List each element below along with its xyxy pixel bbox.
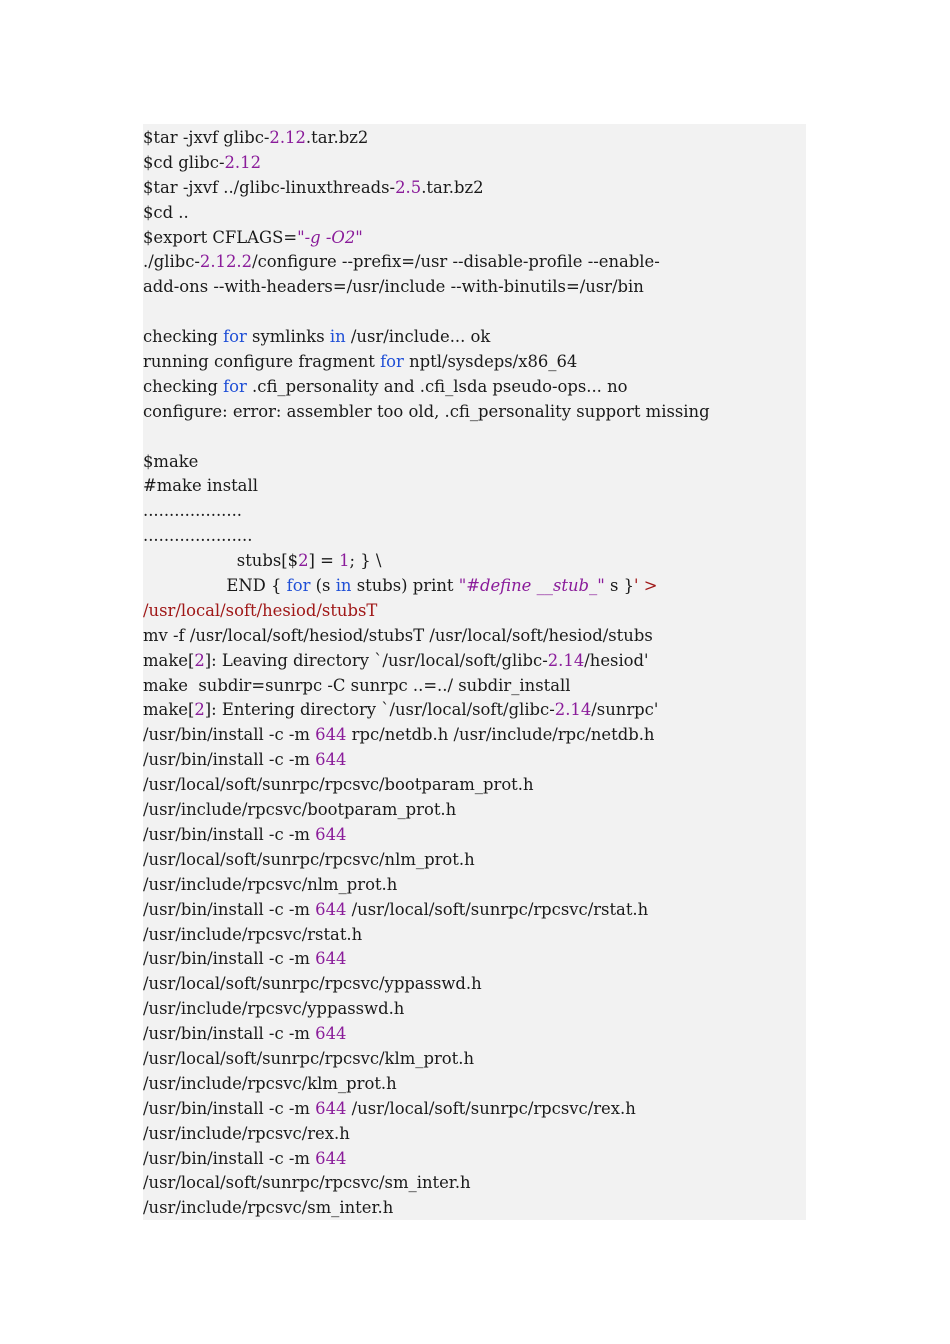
code-token: for <box>380 352 404 372</box>
code-token: /usr/include/rpcsvc/sm_inter.h <box>143 1198 394 1218</box>
code-token: /usr/local/soft/hesiod/stubsT <box>143 600 378 620</box>
code-token: for <box>223 327 247 347</box>
code-line <box>143 400 806 425</box>
code-line <box>143 499 806 524</box>
code-token: 2.12 <box>224 152 261 172</box>
code-line <box>143 474 806 499</box>
code-token: 1 <box>339 551 350 571</box>
code-block <box>143 124 806 1220</box>
code-token: 2 <box>298 551 309 571</box>
code-token: nptl/sysdeps/x86_64 <box>403 352 578 372</box>
code-line <box>143 176 806 201</box>
code-token: in <box>335 576 352 596</box>
code-token: configure: error: assembler too old, .cfi_personality support missing <box>143 401 710 421</box>
code-token: /usr/include/rpcsvc/rex.h <box>143 1123 350 1143</box>
code-line <box>143 723 806 748</box>
code-token: ................... <box>143 501 242 521</box>
code-line <box>143 151 806 176</box>
code-token: /usr/bin/install -c -m <box>143 1148 316 1168</box>
code-token: /usr/bin/install -c -m <box>143 824 316 844</box>
code-line <box>143 698 806 723</box>
code-token: s } <box>604 576 635 596</box>
code-line <box>143 798 806 823</box>
code-token: $export CFLAGS= <box>143 227 298 247</box>
code-line <box>143 923 806 948</box>
code-line <box>143 1122 806 1147</box>
code-line <box>143 947 806 972</box>
code-token: checking <box>143 376 224 396</box>
code-line <box>143 300 806 325</box>
code-token: (s <box>310 576 336 596</box>
code-token: /hesiod' <box>584 650 649 670</box>
code-token: 644 <box>315 725 347 745</box>
code-token: /usr/bin/install -c -m <box>143 1098 316 1118</box>
code-token: 644 <box>315 1148 347 1168</box>
code-token: 644 <box>315 949 347 969</box>
code-token: make[ <box>143 700 195 720</box>
code-line <box>143 624 806 649</box>
code-token: 644 <box>315 1098 347 1118</box>
code-token: $cd glibc- <box>143 152 225 172</box>
code-token: ..................... <box>143 526 253 546</box>
code-token: add-ons --with-headers=/usr/include --with-binutils=/usr/bin <box>143 277 644 297</box>
code-token: /usr/include/rpcsvc/yppasswd.h <box>143 999 405 1019</box>
code-token: mv -f /usr/local/soft/hesiod/stubsT /usr/local/soft/hesiod/stubs <box>143 625 653 645</box>
code-token: END { <box>143 576 287 596</box>
code-token: /usr/local/soft/sunrpc/rpcsvc/rex.h <box>346 1098 636 1118</box>
code-token: 2 <box>194 700 205 720</box>
code-line <box>143 748 806 773</box>
code-token: #make install <box>143 476 258 496</box>
code-token: symlinks <box>246 327 330 347</box>
code-token: in <box>329 327 346 347</box>
code-token: for <box>223 376 247 396</box>
code-token: $make <box>143 451 199 471</box>
code-token: /usr/local/soft/sunrpc/rpcsvc/klm_prot.h <box>143 1048 475 1068</box>
code-line <box>143 201 806 226</box>
code-token: /configure --prefix=/usr --disable-profile --enable- <box>252 252 660 272</box>
code-line <box>143 1147 806 1172</box>
code-line <box>143 425 806 450</box>
code-line <box>143 1171 806 1196</box>
code-line <box>143 126 806 151</box>
code-token: ; } \ <box>349 551 382 571</box>
code-line <box>143 450 806 475</box>
code-line <box>143 599 806 624</box>
code-line <box>143 873 806 898</box>
code-line <box>143 275 806 300</box>
code-token: /usr/bin/install -c -m <box>143 750 316 770</box>
code-line <box>143 226 806 251</box>
code-line <box>143 350 806 375</box>
code-line <box>143 375 806 400</box>
code-token: 644 <box>315 824 347 844</box>
code-lines <box>143 124 806 1220</box>
code-line <box>143 524 806 549</box>
code-line <box>143 250 806 275</box>
code-token: /usr/local/soft/sunrpc/rpcsvc/bootparam_prot.h <box>143 775 534 795</box>
code-line <box>143 1022 806 1047</box>
code-token: .cfi_personality and .cfi_lsda pseudo-ops... no <box>246 376 628 396</box>
code-token: /usr/bin/install -c -m <box>143 949 316 969</box>
code-token: ] = <box>308 551 340 571</box>
code-token: checking <box>143 327 224 347</box>
code-token: ' > <box>634 576 658 596</box>
code-line <box>143 674 806 699</box>
code-token: $tar -jxvf ../glibc-linuxthreads- <box>143 177 396 197</box>
code-token: 644 <box>315 1024 347 1044</box>
code-token: .tar.bz2 <box>305 128 369 147</box>
code-token: /usr/include/rpcsvc/bootparam_prot.h <box>143 800 457 820</box>
code-line <box>143 649 806 674</box>
code-token: /usr/local/soft/sunrpc/rpcsvc/nlm_prot.h <box>143 849 475 869</box>
code-line <box>143 1047 806 1072</box>
code-line <box>143 898 806 923</box>
code-line <box>143 325 806 350</box>
code-token: /usr/include... ok <box>345 327 491 347</box>
code-token: /usr/local/soft/sunrpc/rpcsvc/yppasswd.h <box>143 974 482 994</box>
code-token: ]: Leaving directory `/usr/local/soft/glibc- <box>204 650 548 670</box>
code-token: /usr/local/soft/sunrpc/rpcsvc/rstat.h <box>346 899 649 919</box>
code-line <box>143 773 806 798</box>
code-token: /usr/bin/install -c -m <box>143 725 316 745</box>
code-token: stubs) print <box>351 576 459 596</box>
code-token: /usr/include/rpcsvc/klm_prot.h <box>143 1073 397 1093</box>
code-token: /sunrpc' <box>591 700 659 720</box>
code-token: $cd .. <box>143 202 189 222</box>
code-token: "#define __stub_" <box>458 576 605 596</box>
code-token: /usr/include/rpcsvc/rstat.h <box>143 924 363 944</box>
code-token: 2.12 <box>269 128 306 147</box>
code-line <box>143 1072 806 1097</box>
code-line <box>143 1097 806 1122</box>
code-token: /usr/bin/install -c -m <box>143 1024 316 1044</box>
code-line <box>143 1196 806 1220</box>
code-line <box>143 972 806 997</box>
code-token: .tar.bz2 <box>421 177 484 197</box>
code-token: 644 <box>315 899 347 919</box>
code-line <box>143 823 806 848</box>
code-token: running configure fragment <box>143 352 381 372</box>
code-token: 644 <box>315 750 347 770</box>
code-token: make subdir=sunrpc -C sunrpc ..=../ subdir_install <box>143 675 571 695</box>
code-token: ]: Entering directory `/usr/local/soft/glibc- <box>204 700 555 720</box>
code-token: 2 <box>194 650 205 670</box>
code-token: 2.14 <box>547 650 585 670</box>
code-token: $tar -jxvf glibc- <box>143 128 270 147</box>
code-line <box>143 574 806 599</box>
code-token: make[ <box>143 650 195 670</box>
code-token: ./glibc- <box>143 252 200 272</box>
code-token: "-g -O2" <box>297 227 363 247</box>
code-token: /usr/local/soft/sunrpc/rpcsvc/sm_inter.h <box>143 1173 471 1193</box>
code-token: /usr/include/rpcsvc/nlm_prot.h <box>143 874 398 894</box>
code-line <box>143 997 806 1022</box>
code-token: 2.5 <box>395 177 422 197</box>
code-token: stubs[$ <box>143 551 299 571</box>
code-token: /usr/bin/install -c -m <box>143 899 316 919</box>
code-line <box>143 549 806 574</box>
code-token: rpc/netdb.h /usr/include/rpc/netdb.h <box>346 725 655 745</box>
code-token: for <box>286 576 311 596</box>
code-line <box>143 848 806 873</box>
code-token: 2.14 <box>554 700 592 720</box>
code-token: 2.12.2 <box>199 252 253 272</box>
